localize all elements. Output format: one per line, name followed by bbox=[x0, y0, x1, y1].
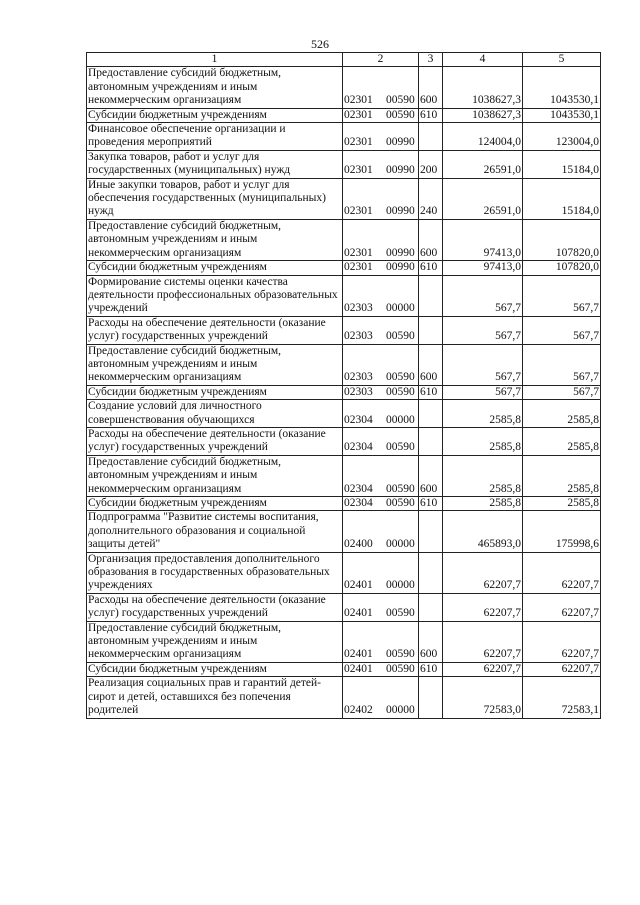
row-expense-type: 240 bbox=[419, 178, 443, 219]
row-value-col5: 567,7 bbox=[523, 385, 601, 399]
row-name: Формирование системы оценки качества деятельности профессиональных образовательных учреждений bbox=[87, 275, 343, 316]
row-code-direction: 00590 bbox=[386, 371, 415, 384]
row-value-col5: 175998,6 bbox=[523, 511, 601, 552]
row-value-col4: 62207,7 bbox=[443, 552, 523, 593]
row-expense-type bbox=[419, 552, 443, 593]
row-code-direction: 00590 bbox=[386, 330, 415, 343]
row-expense-type bbox=[419, 593, 443, 621]
row-code-direction: 00990 bbox=[386, 246, 415, 259]
row-value-col5: 2585,8 bbox=[523, 455, 601, 496]
row-expense-type: 600 bbox=[419, 67, 443, 108]
row-value-col5: 567,7 bbox=[523, 316, 601, 344]
row-value-col4: 567,7 bbox=[443, 344, 523, 385]
row-expense-type: 610 bbox=[419, 662, 443, 676]
row-value-col5: 62207,7 bbox=[523, 662, 601, 676]
row-value-col4: 124004,0 bbox=[443, 123, 523, 151]
row-value-col4: 2585,8 bbox=[443, 400, 523, 428]
row-value-col5: 123004,0 bbox=[523, 123, 601, 151]
row-code-direction: 00590 bbox=[386, 662, 415, 675]
row-code-program: 02304 bbox=[344, 441, 373, 454]
row-value-col5: 72583,1 bbox=[523, 677, 601, 718]
row-expense-type: 610 bbox=[419, 108, 443, 122]
row-code-program: 02301 bbox=[344, 164, 373, 177]
row-code-direction: 00000 bbox=[386, 704, 415, 717]
row-code-program: 02401 bbox=[344, 662, 373, 675]
row-code bbox=[343, 677, 419, 718]
row-value-col5: 2585,8 bbox=[523, 400, 601, 428]
row-code-direction: 00590 bbox=[386, 607, 415, 620]
row-code bbox=[343, 123, 419, 151]
row-value-col5: 62207,7 bbox=[523, 621, 601, 662]
table-row bbox=[87, 677, 601, 718]
row-code bbox=[343, 67, 419, 108]
row-code-program: 02301 bbox=[344, 246, 373, 259]
row-value-col5: 567,7 bbox=[523, 344, 601, 385]
row-expense-type bbox=[419, 400, 443, 428]
row-name: Предоставление субсидий бюджетным, автономным учреждениям и иным некоммерческим организациям bbox=[87, 67, 343, 108]
row-name: Расходы на обеспечение деятельности (оказание услуг) государственных учреждений bbox=[87, 427, 343, 455]
row-name: Финансовое обеспечение организации и проведения мероприятий bbox=[87, 123, 343, 151]
table-row bbox=[87, 593, 601, 621]
row-value-col4: 1038627,3 bbox=[443, 108, 523, 122]
row-expense-type: 600 bbox=[419, 344, 443, 385]
row-code bbox=[343, 219, 419, 260]
row-expense-type: 600 bbox=[419, 455, 443, 496]
row-value-col4: 2585,8 bbox=[443, 455, 523, 496]
row-code-direction: 00590 bbox=[386, 385, 415, 398]
table-row bbox=[87, 662, 601, 676]
row-value-col5: 62207,7 bbox=[523, 552, 601, 593]
row-code-direction: 00590 bbox=[386, 497, 415, 509]
row-code-direction: 00000 bbox=[386, 579, 415, 592]
row-code bbox=[343, 593, 419, 621]
row-code bbox=[343, 511, 419, 552]
row-value-col5: 107820,0 bbox=[523, 261, 601, 275]
row-name: Предоставление субсидий бюджетным, автономным учреждениям и иным некоммерческим организациям bbox=[87, 344, 343, 385]
table-header-row bbox=[87, 53, 601, 67]
row-code-program: 02401 bbox=[344, 607, 373, 620]
row-code-direction: 00000 bbox=[386, 302, 415, 315]
page-number: 526 bbox=[311, 37, 329, 51]
row-name: Подпрограмма "Развитие системы воспитания, дополнительного образования и социальной защиты детей" bbox=[87, 511, 343, 552]
row-value-col5: 15184,0 bbox=[523, 178, 601, 219]
row-value-col5: 2585,8 bbox=[523, 427, 601, 455]
row-code bbox=[343, 316, 419, 344]
column-header: 3 bbox=[419, 53, 443, 67]
column-header: 1 bbox=[87, 53, 343, 67]
table-row bbox=[87, 275, 601, 316]
row-code bbox=[343, 621, 419, 662]
row-expense-type bbox=[419, 123, 443, 151]
row-code bbox=[343, 108, 419, 122]
table-row bbox=[87, 455, 601, 496]
table-row bbox=[87, 400, 601, 428]
row-name: Иные закупки товаров, работ и услуг для обеспечения государственных (муниципальных) нужд bbox=[87, 178, 343, 219]
row-expense-type: 610 bbox=[419, 497, 443, 511]
row-value-col5: 1043530,1 bbox=[523, 108, 601, 122]
row-code-direction: 00990 bbox=[386, 205, 415, 218]
row-name: Субсидии бюджетным учреждениям bbox=[87, 497, 343, 511]
row-name: Субсидии бюджетным учреждениям bbox=[87, 108, 343, 122]
row-expense-type bbox=[419, 427, 443, 455]
row-code-program: 02303 bbox=[344, 302, 373, 315]
table-row bbox=[87, 67, 601, 108]
row-code-program: 02304 bbox=[344, 413, 373, 426]
table-row bbox=[87, 385, 601, 399]
row-value-col5: 62207,7 bbox=[523, 593, 601, 621]
row-expense-type: 200 bbox=[419, 150, 443, 178]
row-name: Предоставление субсидий бюджетным, автономным учреждениям и иным некоммерческим организациям bbox=[87, 621, 343, 662]
row-code bbox=[343, 344, 419, 385]
row-value-col4: 465893,0 bbox=[443, 511, 523, 552]
row-value-col5: 15184,0 bbox=[523, 150, 601, 178]
table-row bbox=[87, 497, 601, 511]
row-name: Реализация социальных прав и гарантий детей-сирот и детей, оставшихся без попечения родителей bbox=[87, 677, 343, 718]
row-code bbox=[343, 427, 419, 455]
row-code-program: 02301 bbox=[344, 136, 373, 149]
row-code bbox=[343, 150, 419, 178]
row-code-direction: 00990 bbox=[386, 136, 415, 149]
table-row bbox=[87, 108, 601, 122]
row-code-program: 02303 bbox=[344, 385, 373, 398]
row-expense-type bbox=[419, 511, 443, 552]
column-header: 2 bbox=[343, 53, 419, 67]
row-code-program: 02301 bbox=[344, 205, 373, 218]
row-name: Предоставление субсидий бюджетным, автономным учреждениям и иным некоммерческим организациям bbox=[87, 219, 343, 260]
table-row bbox=[87, 344, 601, 385]
row-code-direction: 00990 bbox=[386, 164, 415, 177]
row-expense-type: 610 bbox=[419, 261, 443, 275]
row-name: Субсидии бюджетным учреждениям bbox=[87, 385, 343, 399]
row-code bbox=[343, 552, 419, 593]
row-value-col4: 567,7 bbox=[443, 275, 523, 316]
row-value-col4: 2585,8 bbox=[443, 427, 523, 455]
row-code-program: 02301 bbox=[344, 108, 373, 121]
row-value-col5: 567,7 bbox=[523, 275, 601, 316]
table-row bbox=[87, 123, 601, 151]
row-code-direction: 00590 bbox=[386, 482, 415, 495]
row-value-col4: 97413,0 bbox=[443, 219, 523, 260]
row-expense-type bbox=[419, 316, 443, 344]
table-row bbox=[87, 427, 601, 455]
row-code-direction: 00590 bbox=[386, 441, 415, 454]
row-code-direction: 00990 bbox=[386, 261, 415, 274]
row-code-direction: 00590 bbox=[386, 94, 415, 107]
table-row bbox=[87, 316, 601, 344]
row-value-col4: 72583,0 bbox=[443, 677, 523, 718]
row-code-program: 02303 bbox=[344, 330, 373, 343]
row-value-col5: 107820,0 bbox=[523, 219, 601, 260]
row-code bbox=[343, 385, 419, 399]
row-code bbox=[343, 662, 419, 676]
row-expense-type bbox=[419, 275, 443, 316]
row-value-col4: 567,7 bbox=[443, 316, 523, 344]
row-value-col4: 62207,7 bbox=[443, 662, 523, 676]
row-expense-type bbox=[419, 677, 443, 718]
row-name: Расходы на обеспечение деятельности (оказание услуг) государственных учреждений bbox=[87, 593, 343, 621]
row-code bbox=[343, 275, 419, 316]
table-row bbox=[87, 621, 601, 662]
row-name: Организация предоставления дополнительного образования в государственных образовательных учреждениях bbox=[87, 552, 343, 593]
row-expense-type: 600 bbox=[419, 621, 443, 662]
row-code bbox=[343, 400, 419, 428]
row-code-direction: 00590 bbox=[386, 108, 415, 121]
row-value-col4: 567,7 bbox=[443, 385, 523, 399]
row-code-program: 02301 bbox=[344, 261, 373, 274]
table-row bbox=[87, 511, 601, 552]
row-value-col4: 62207,7 bbox=[443, 593, 523, 621]
row-code-program: 02301 bbox=[344, 94, 373, 107]
table-row bbox=[87, 552, 601, 593]
row-expense-type: 600 bbox=[419, 219, 443, 260]
row-code-program: 02402 bbox=[344, 704, 373, 717]
row-name: Создание условий для личностного совершенствования обучающихся bbox=[87, 400, 343, 428]
table-row bbox=[87, 178, 601, 219]
table-body bbox=[87, 67, 601, 718]
row-code-program: 02400 bbox=[344, 538, 373, 551]
row-value-col4: 62207,7 bbox=[443, 621, 523, 662]
row-value-col4: 26591,0 bbox=[443, 150, 523, 178]
row-value-col5: 2585,8 bbox=[523, 497, 601, 511]
row-code bbox=[343, 261, 419, 275]
column-header: 4 bbox=[443, 53, 523, 67]
row-name: Субсидии бюджетным учреждениям bbox=[87, 662, 343, 676]
row-code bbox=[343, 455, 419, 496]
row-name: Расходы на обеспечение деятельности (оказание услуг) государственных учреждений bbox=[87, 316, 343, 344]
row-code-program: 02304 bbox=[344, 482, 373, 495]
row-code-direction: 00000 bbox=[386, 538, 415, 551]
budget-table bbox=[86, 52, 601, 719]
row-value-col4: 1038627,3 bbox=[443, 67, 523, 108]
row-code-program: 02304 bbox=[344, 497, 373, 509]
row-code bbox=[343, 497, 419, 511]
row-code-program: 02401 bbox=[344, 579, 373, 592]
table-row bbox=[87, 150, 601, 178]
row-value-col5: 1043530,1 bbox=[523, 67, 601, 108]
column-header: 5 bbox=[523, 53, 601, 67]
row-value-col4: 97413,0 bbox=[443, 261, 523, 275]
row-name: Субсидии бюджетным учреждениям bbox=[87, 261, 343, 275]
row-code-direction: 00590 bbox=[386, 648, 415, 661]
row-code-program: 02303 bbox=[344, 371, 373, 384]
row-name: Закупка товаров, работ и услуг для государственных (муниципальных) нужд bbox=[87, 150, 343, 178]
row-code-program: 02401 bbox=[344, 648, 373, 661]
row-expense-type: 610 bbox=[419, 385, 443, 399]
table-row bbox=[87, 261, 601, 275]
row-code-direction: 00000 bbox=[386, 413, 415, 426]
row-code bbox=[343, 178, 419, 219]
row-name: Предоставление субсидий бюджетным, автономным учреждениям и иным некоммерческим организациям bbox=[87, 455, 343, 496]
row-value-col4: 2585,8 bbox=[443, 497, 523, 511]
table-row bbox=[87, 219, 601, 260]
row-value-col4: 26591,0 bbox=[443, 178, 523, 219]
